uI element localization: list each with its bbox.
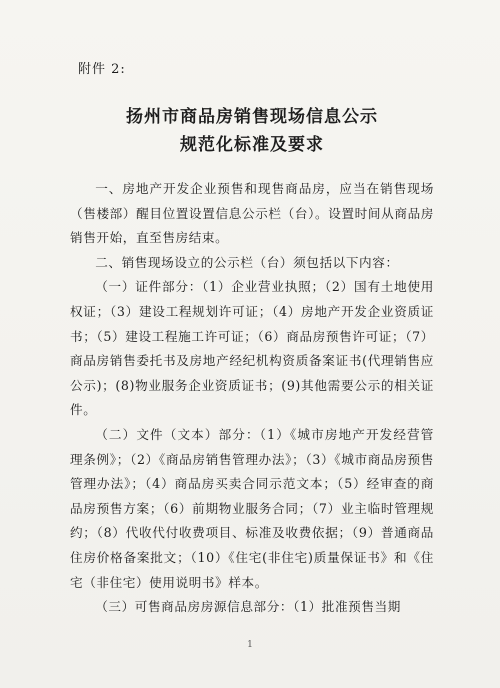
paragraph-4: （二）文件（文本）部分：（1）《城市房地产开发经营管理条例》；（2）《商品房销售管理办法》；（3）《城市商品房预售管理办法》；（4）商品房买卖合同示范文本；（5）经审查的商品房预售方案；（6）前期物业服务合同；（7）业主临时管理规约；（8）代收代付收费项目、标准及收费依据；（9）普通商品住房价格备案批文；（10）《住宅(非住宅)质量保证书》和《住宅（非住宅）使用说明书》样本。 [70,426,434,590]
page-number: 1 [247,640,253,650]
paragraph-3: （一）证件部分：（1）企业营业执照；（2）国有土地使用权证；（3）建设工程规划许可证；（4）房地产开发企业资质证书；（5）建设工程施工许可证；（6）商品房预售许可证；（7）商品房销售委托书及房地产经纪机构资质备案证书(代理销售应公示)；(8)物业服务企业资质证书；(9)其他需要公示的相关证件。 [70,279,434,418]
document-body [70,177,434,620]
paragraph-2: 二、销售现场设立的公示栏（台）须包括以下内容： [95,254,399,270]
title-line-1: 扬州市商品房销售现场信息公示 [126,107,378,127]
attachment-label: 附件 2: [78,62,126,77]
title-line-2: 规范化标准及要求 [180,135,324,155]
document-title [70,103,434,159]
paragraph-1: 一、房地产开发企业预售和现售商品房，应当在销售现场（售楼部）醒目位置设置信息公示栏（台）。设置时间从商品房销售开始，直至售房结束。 [70,181,434,246]
paragraph-5: （三）可售商品房房源信息部分：（1）批准预售当期 [95,599,401,615]
